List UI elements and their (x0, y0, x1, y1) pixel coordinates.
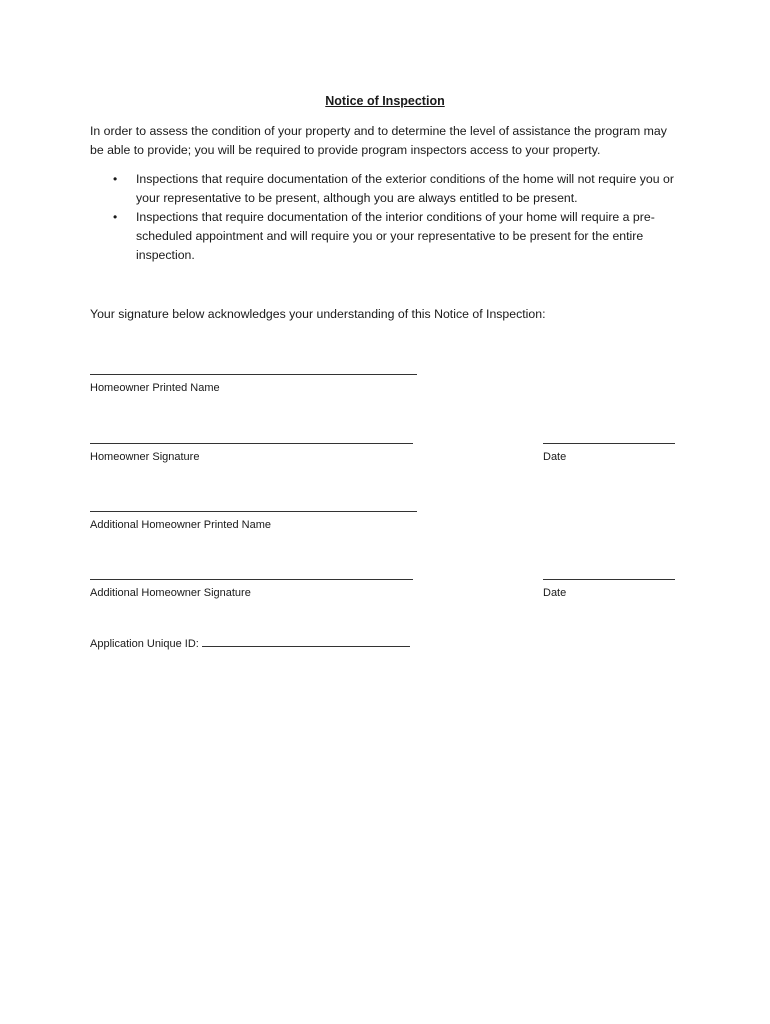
inspection-bullet-list (90, 170, 680, 265)
date-label-2: Date (543, 587, 567, 599)
bullet-item-interior (90, 208, 680, 265)
intro-paragraph: In order to assess the condition of your property and to determine the level of assistance the program may be able to provide; you will be required to provide program inspectors access to your property. (90, 124, 667, 157)
bullet-text-interior: Inspections that require documentation of the interior conditions of your home will require a pre-scheduled appointment and will require you or your representative to be present for the entire inspection. (136, 210, 655, 262)
date-label-1: Date (543, 451, 567, 463)
homeowner-signature-line[interactable] (90, 443, 413, 444)
acknowledgement-text: Your signature below acknowledges your understanding of this Notice of Inspection: (90, 307, 546, 321)
document-title: Notice of Inspection (325, 94, 445, 108)
application-id-label: Application Unique ID: (90, 638, 199, 650)
date-line-2[interactable] (543, 579, 675, 580)
bullet-icon: • (113, 172, 118, 186)
application-id-line[interactable] (202, 636, 410, 647)
bullet-text-exterior: Inspections that require documentation of the exterior conditions of the home will not require you or your representative to be present, although you are always entitled to be present. (136, 172, 674, 205)
homeowner-printed-name-line[interactable] (90, 374, 417, 375)
additional-signature-line[interactable] (90, 579, 413, 580)
bullet-item-exterior (90, 170, 680, 208)
bullet-icon: • (113, 210, 118, 224)
application-id-row (90, 636, 410, 651)
additional-printed-name-label: Additional Homeowner Printed Name (90, 519, 271, 531)
homeowner-signature-label: Homeowner Signature (90, 451, 200, 463)
homeowner-printed-name-label: Homeowner Printed Name (90, 382, 220, 394)
date-line-1[interactable] (543, 443, 675, 444)
additional-printed-name-line[interactable] (90, 511, 417, 512)
additional-signature-label: Additional Homeowner Signature (90, 587, 251, 599)
